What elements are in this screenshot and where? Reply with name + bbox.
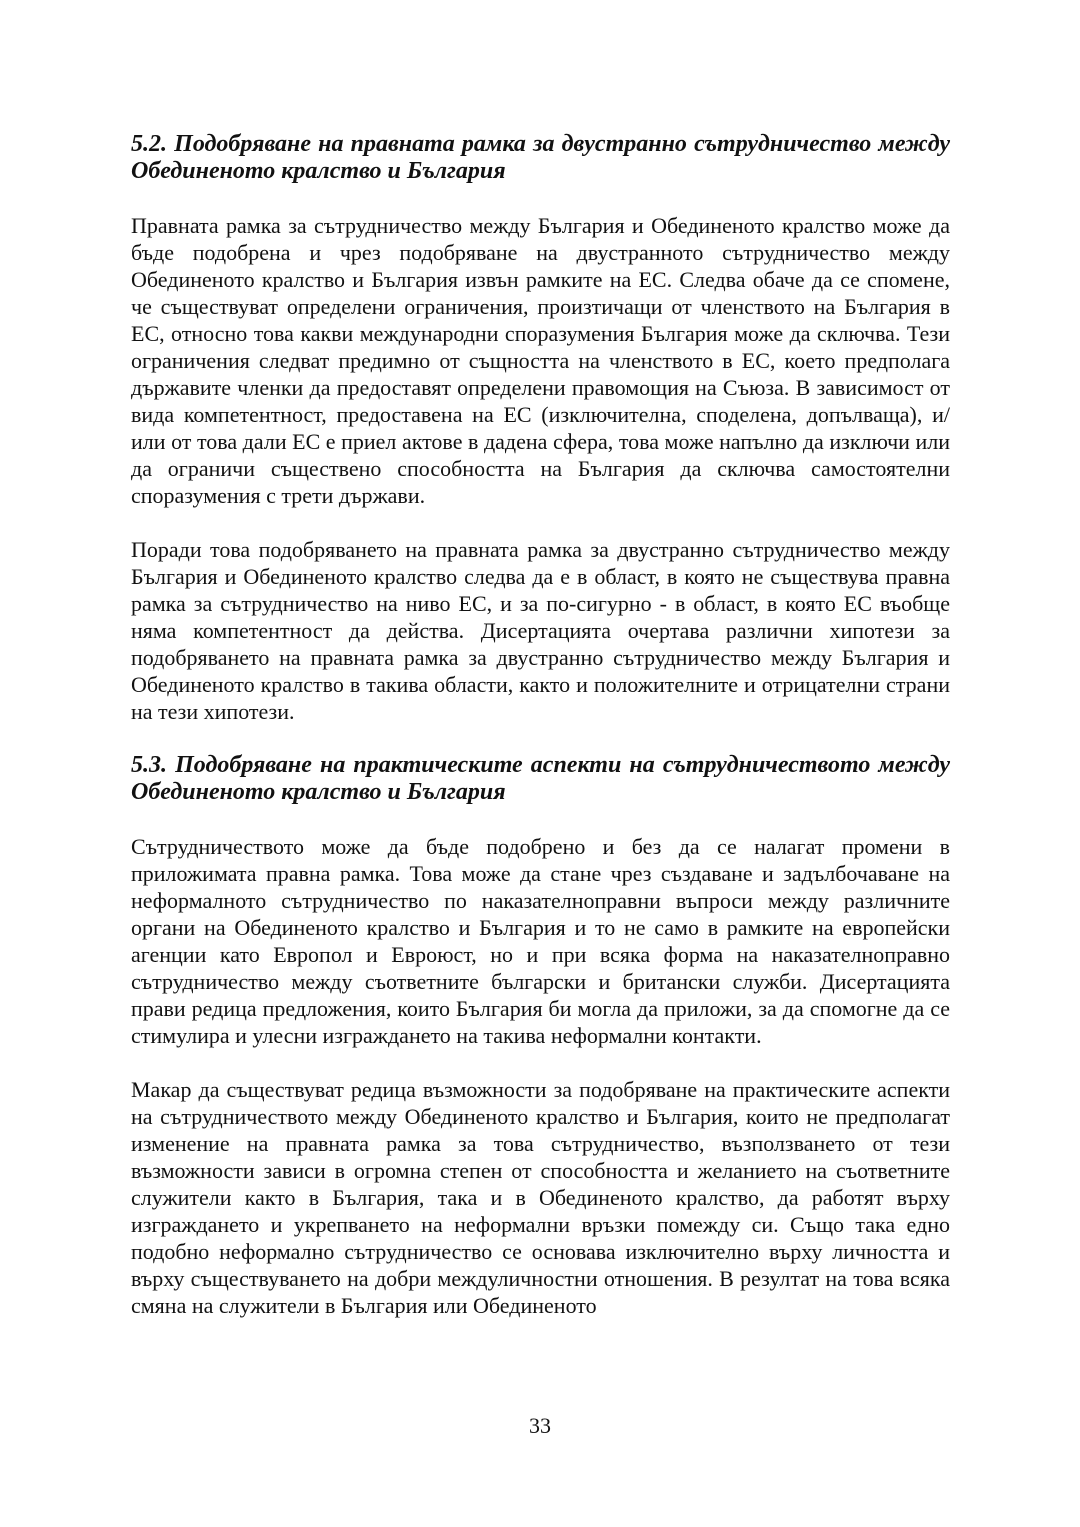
page-number: 33 bbox=[529, 1413, 551, 1438]
document-page bbox=[131, 131, 950, 1319]
section-heading-5-3: 5.3. Подобряване на практическите аспекти на сътрудничеството между Обединеното кралство и България bbox=[131, 752, 950, 805]
paragraph: Поради това подобряването на правната рамка за двустранно сътрудничество между България и Обединеното кралство следва да е в област, в която не съществува правна рамка за сътрудничество на ниво ЕС, и за по-сигурно - в област, в която ЕС въобще няма компетентност да действа. Дисертацията очертава различни хипотези за подобряването на правната рамка за двустранно сътрудничество между България и Обединеното кралство в такива области, както и положителните и отрицателни страни на тези хипотези. bbox=[131, 537, 950, 724]
paragraph: Сътрудничеството може да бъде подобрено и без да се налагат промени в приложимата правна рамка. Това може да стане чрез създаване и задълбочаване на неформалното сътрудничество по наказателноправни въпроси между различните органи на Обединеното кралство и България и то не само в рамките на европейски агенции като Европол и Евроюст, но и при всяка форма на наказателноправно сътрудничество между съответните български и британски служби. Дисертацията прави редица предложения, които България би могла да приложи, за да спомогне да се стимулира и улесни изграждането на такива неформални контакти. bbox=[131, 834, 950, 1048]
section-heading-5-2: 5.2. Подобряване на правната рамка за двустранно сътрудничество между Обединеното кралство и България bbox=[131, 131, 950, 184]
paragraph: Правната рамка за сътрудничество между България и Обединеното кралство може да бъде подобрена и чрез подобряване на двустранното сътрудничество между Обединеното кралство и България извън рамките на ЕС. Следва обаче да се спомене, че съществуват определени ограничения, произтичащи от членството на България в ЕС, относно това какви международни споразумения България може да сключва. Тези ограничения следват предимно от същността на членството в ЕС, което предполага държавите членки да предоставят определени правомощия на Съюза. В зависимост от вида компетентност, предоставена на ЕС (изключителна, споделена, допълваща), и/или от това дали ЕС е приел актове в дадена сфера, това може напълно да изключи или да ограничи съществено способността на България да сключва самостоятелни споразумения с трети държави. bbox=[131, 213, 950, 508]
paragraph: Макар да съществуват редица възможности за подобряване на практическите аспекти на сътрудничеството между Обединеното кралство и България, които не предполагат изменение на правната рамка за това сътрудничество, възползването от тези възможности зависи в огромна степен от способността и желанието на съответните служители както в България, така и в Обединеното кралство, да работят върху изграждането и укрепването на неформални връзки помежду си. Също така едно подобно неформално сътрудничество се основава изключително върху личността и върху съществуването на добри междуличностни отношения. В резултат на това всяка смяна на служители в България или Обединеното bbox=[131, 1077, 950, 1318]
